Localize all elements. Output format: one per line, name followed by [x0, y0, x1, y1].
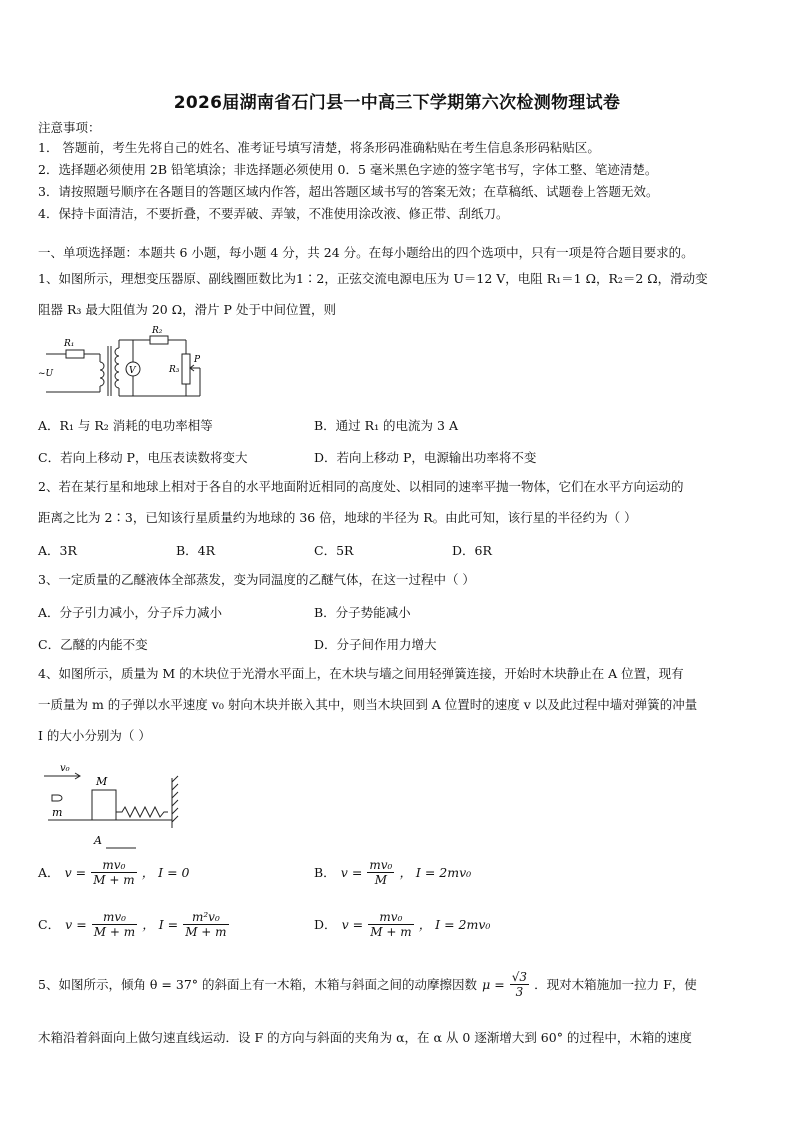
- q4-option-b: B． v = $\frac{\text{mv₀}}{M}$ ， I = 2mv₀: [314, 858, 472, 887]
- r3-label: R₃: [169, 365, 180, 375]
- q4-line-3: I 的大小分别为（ ）: [38, 728, 151, 743]
- q3-option-a: A．分子引力减小，分子斥力减小: [38, 605, 223, 620]
- q1-circuit-figure: [38, 324, 218, 402]
- position-a-label: A: [94, 834, 102, 847]
- q5-line-2: 木箱沿着斜面向上做匀速直线运动．设 F 的方向与斜面的夹角为 α，在 α 从 0 逐渐增大到 60° 的过程中，木箱的速度: [38, 1030, 692, 1045]
- q1-line-2: 阻器 R₃ 最大阻值为 20 Ω，滑片 P 处于中间位置，则: [38, 302, 336, 317]
- q2-option-c: C．5R: [314, 543, 354, 558]
- block-mass-label: M: [96, 775, 108, 788]
- notice-item-2: 2．选择题必须使用 2B 铅笔填涂；非选择题必须使用 0．5 毫米黑色字迹的签字笔书写，字体工整、笔迹清楚。: [38, 162, 658, 177]
- page-title: 2026届湖南省石门县一中高三下学期第六次检测物理试卷: [173, 93, 621, 113]
- r2-label: R₂: [152, 326, 163, 336]
- voltmeter-label: V: [129, 366, 136, 376]
- q1-option-b: B．通过 R₁ 的电流为 3 A: [314, 418, 458, 433]
- q1-line-1: 1、如图所示，理想变压器原、副线圈匝数比为1∶2，正弦交流电源电压为 U＝12 V，电阻 R₁＝1 Ω，R₂＝2 Ω，滑动变: [38, 271, 708, 286]
- q4-option-d: D． v = $\frac{\text{mv₀}}{M + m}$ ， I = 2mv₀: [314, 910, 491, 939]
- q4-spring-block-figure: [40, 760, 190, 852]
- q3-option-c: C．乙醚的内能不变: [38, 637, 148, 652]
- q3-option-b: B．分子势能减小: [314, 605, 411, 620]
- q2-option-a: A．3R: [38, 543, 77, 558]
- q4-line-1: 4、如图所示，质量为 M 的木块位于光滑水平面上，在木块与墙之间用轻弹簧连接，开始时木块静止在 A 位置，现有: [38, 666, 684, 681]
- q5-line-1: 5、如图所示，倾角 θ = 37° 的斜面上有一木箱，木箱与斜面之间的动摩擦因数 μ = $\frac{√3}{3}$ ．现对木箱施加一拉力 F，使: [38, 970, 697, 999]
- q1-option-c: C．若向上移动 P，电压表读数将变大: [38, 450, 248, 465]
- q4-option-c: C． v = $\frac{\text{mv₀}}{M + m}$ ， I = $\frac{\text{m²v₀}}{M + m}$: [38, 910, 227, 939]
- q1-option-d: D．若向上移动 P，电源输出功率将不变: [314, 450, 537, 465]
- q2-option-d: D．6R: [452, 543, 492, 558]
- notice-item-4: 4．保持卡面清洁，不要折叠，不要弄破、弄皱，不准使用涂改液、修正带、刮纸刀。: [38, 206, 509, 221]
- source-label: ~U: [38, 369, 54, 379]
- q2-option-b: B．4R: [176, 543, 216, 558]
- notice-heading: 注意事项：: [38, 120, 101, 135]
- q4-option-a: A． v = $\frac{\text{mv₀}}{M + m}$ ， I = 0: [38, 858, 190, 887]
- v0-label: v₀: [60, 763, 70, 774]
- notice-item-1: 1． 答题前，考生先将自己的姓名、准考证号填写清楚，将条形码准确粘贴在考生信息条形码粘贴区。: [38, 140, 600, 155]
- r1-label: R₁: [64, 339, 75, 349]
- q3-option-d: D．分子间作用力增大: [314, 637, 437, 652]
- q2-line-1: 2、若在某行星和地球上相对于各自的水平地面附近相同的高度处、以相同的速率平抛一物体，它们在水平方向运动的: [38, 479, 684, 494]
- q3-line-1: 3、一定质量的乙醚液体全部蒸发，变为同温度的乙醚气体，在这一过程中（ ）: [38, 572, 475, 587]
- q2-line-2: 距离之比为 2∶3，已知该行星质量约为地球的 36 倍，地球的半径为 R。由此可知，该行星的半径约为（ ）: [38, 510, 637, 525]
- q4-line-2: 一质量为 m 的子弹以水平速度 v₀ 射向木块并嵌入其中，则当木块回到 A 位置时的速度 v 以及此过程中墙对弹簧的冲量: [38, 697, 698, 712]
- section-heading: 一、单项选择题：本题共 6 小题，每小题 4 分，共 24 分。在每小题给出的四个选项中，只有一项是符合题目要求的。: [38, 245, 694, 260]
- q1-option-a: A．R₁ 与 R₂ 消耗的电功率相等: [38, 418, 213, 433]
- notice-item-3: 3．请按照题号顺序在各题目的答题区域内作答，超出答题区域书写的答案无效；在草稿纸、试题卷上答题无效。: [38, 184, 659, 199]
- p-label: P: [194, 355, 201, 365]
- bullet-mass-label: m: [52, 806, 63, 819]
